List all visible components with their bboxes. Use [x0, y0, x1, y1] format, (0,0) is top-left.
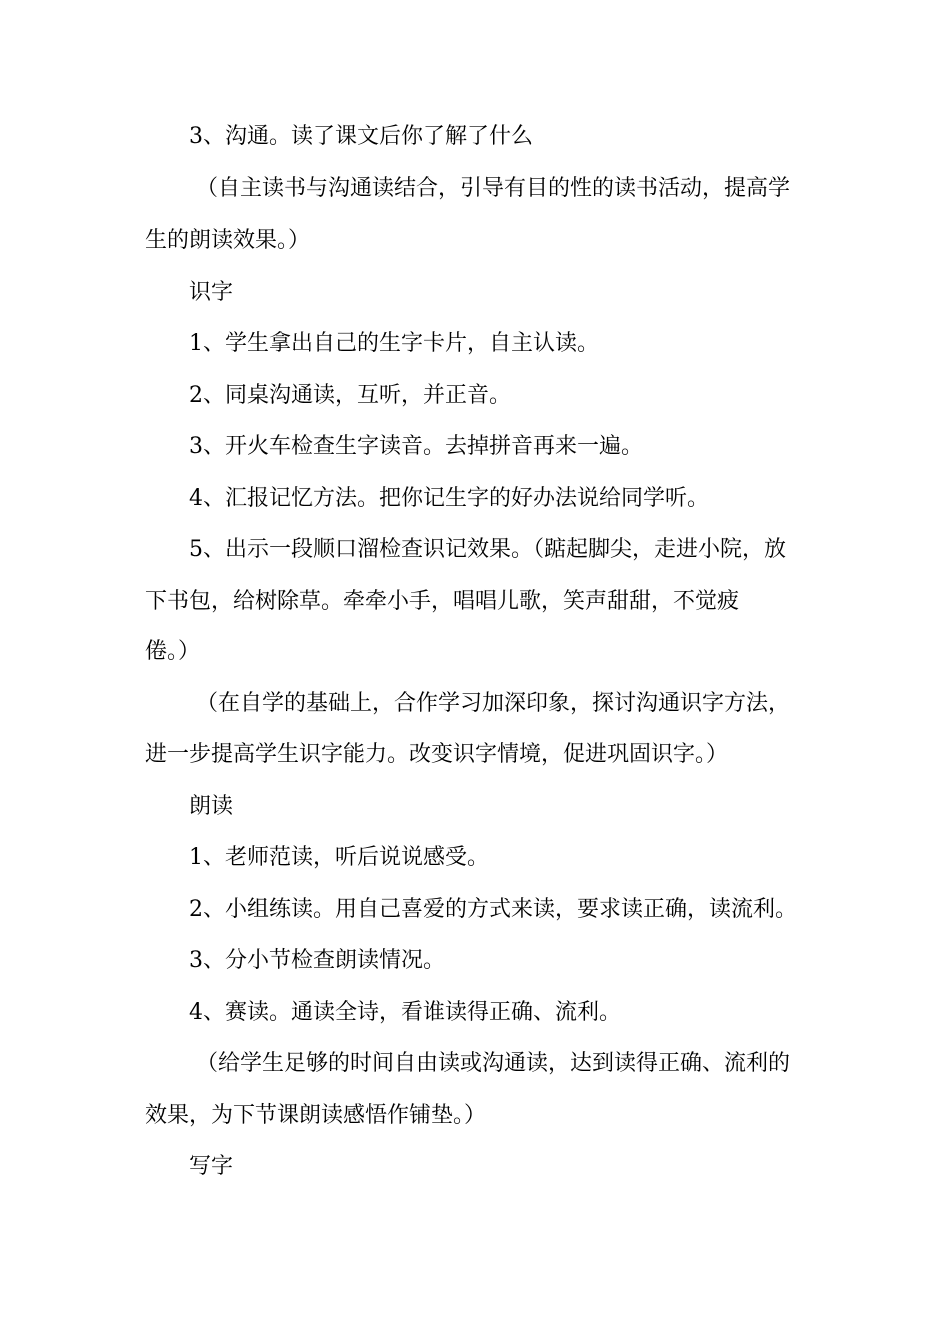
note-reading-aloud-line-2: 效果，为下节课朗读感悟作铺垫。） — [145, 1103, 487, 1128]
reading-step-3: 3、分小节检查朗读情况。 — [189, 948, 445, 973]
note-reading-aloud-line-1: （给学生足够的时间自由读或沟通读，达到读得正确、流利的 — [196, 1051, 791, 1076]
literacy-step-4: 4、汇报记忆方法。把你记生字的好办法说给同学听。 — [189, 486, 709, 511]
literacy-step-2: 2、同桌沟通读，互听，并正音。 — [189, 383, 511, 408]
reading-step-2: 2、小组练读。用自己喜爱的方式来读，要求读正确，读流利。 — [189, 897, 797, 922]
literacy-step-5-line-1: 5、出示一段顺口溜检查识记效果。（踮起脚尖，走进小院，放 — [189, 537, 786, 562]
section-heading-writing: 写字 — [189, 1154, 234, 1179]
note-literacy-line-2: 进一步提高学生识字能力。改变识字情境，促进巩固识字。） — [145, 742, 729, 767]
note-reading-line-2: 生的朗读效果。） — [145, 228, 311, 253]
note-literacy-line-1: （在自学的基础上，合作学习加深印象，探讨沟通识字方法， — [196, 691, 791, 716]
literacy-step-5-line-2: 下书包，给树除草。牵牵小手，唱唱儿歌，笑声甜甜，不觉疲 — [145, 589, 740, 614]
section-heading-reading-aloud: 朗读 — [189, 794, 234, 819]
note-reading-line-1: （自主读书与沟通读结合，引导有目的性的读书活动，提高学 — [196, 176, 791, 201]
step-3-communicate: 3、沟通。读了课文后你了解了什么 — [189, 124, 533, 149]
reading-step-1: 1、老师范读，听后说说感受。 — [189, 845, 489, 870]
literacy-step-3: 3、开火车检查生字读音。去掉拼音再来一遍。 — [189, 434, 643, 459]
literacy-step-1: 1、学生拿出自己的生字卡片，自主认读。 — [189, 331, 599, 356]
literacy-step-5-line-3: 倦。） — [145, 639, 201, 664]
section-heading-literacy: 识字 — [189, 280, 234, 305]
reading-step-4: 4、赛读。通读全诗，看谁读得正确、流利。 — [189, 1000, 621, 1025]
